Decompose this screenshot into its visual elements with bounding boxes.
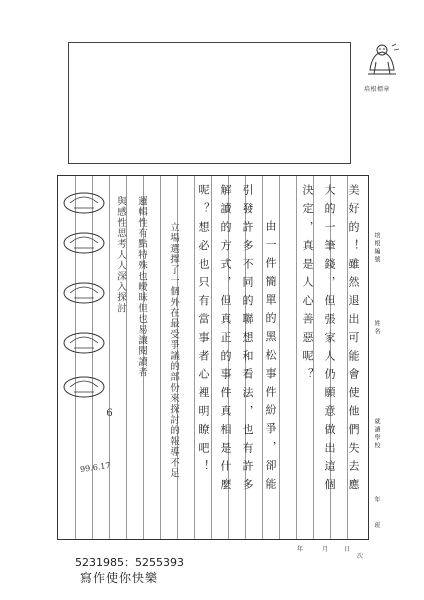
essay-column: 決定，真是人心善惡呢？: [301, 184, 314, 387]
teacher-comment-line: 邏輯性有點特殊也曖昧但也易讓閱讀者: [136, 196, 147, 378]
grade-stamp-icon: [60, 278, 108, 308]
grade-stamp-icon: [60, 228, 108, 258]
grade-label: 年: [373, 496, 380, 504]
essay-column: 美好的！雖然退出可能會使他們失去應: [347, 184, 360, 497]
teacher-comment-line: 與感性思考人人深入探討: [115, 196, 126, 314]
month-label: 月: [322, 546, 329, 553]
editor-number-label: 培根編號: [373, 232, 380, 264]
essay-column: 呢？想必也只有當事者心裡明瞭吧！: [197, 184, 210, 479]
class-label: 班: [373, 522, 380, 530]
grade-stamp-icon: [60, 328, 108, 358]
barcode-number: 5231985：5255393: [75, 556, 184, 569]
mascot-label: 培根標章: [364, 86, 391, 93]
teacher-comment-line: 立場選擇了一個外在最受爭議的部份來探討的報導不足: [168, 222, 179, 479]
footer-slogan: 寫作使你快樂: [80, 571, 159, 585]
name-label: 姓名: [373, 320, 380, 336]
school-label: 就讀學校: [373, 418, 380, 450]
essay-column: 解讀的方式，但真正的事件真相是什麼: [219, 184, 232, 497]
mascot-stamp-icon: [362, 40, 402, 80]
essay-column: 引發許多不同的聯想和看法，也有許多: [241, 184, 254, 497]
grade-stamp-icon: [60, 372, 108, 402]
essay-column: 大的一筆錢，但張家人仍願意做出這個: [323, 184, 336, 497]
grade-stamp-icon: [60, 188, 108, 218]
teacher-comment-box: [68, 42, 351, 164]
day-label: 日: [344, 546, 351, 553]
essay-column: 由一件簡單的黑松事件紛爭，卻能: [264, 220, 277, 496]
year-label: 年: [297, 546, 304, 553]
grading-date: 99.6.17: [79, 460, 112, 475]
score-mark: 6: [104, 408, 115, 421]
times-label: 次: [357, 553, 364, 560]
